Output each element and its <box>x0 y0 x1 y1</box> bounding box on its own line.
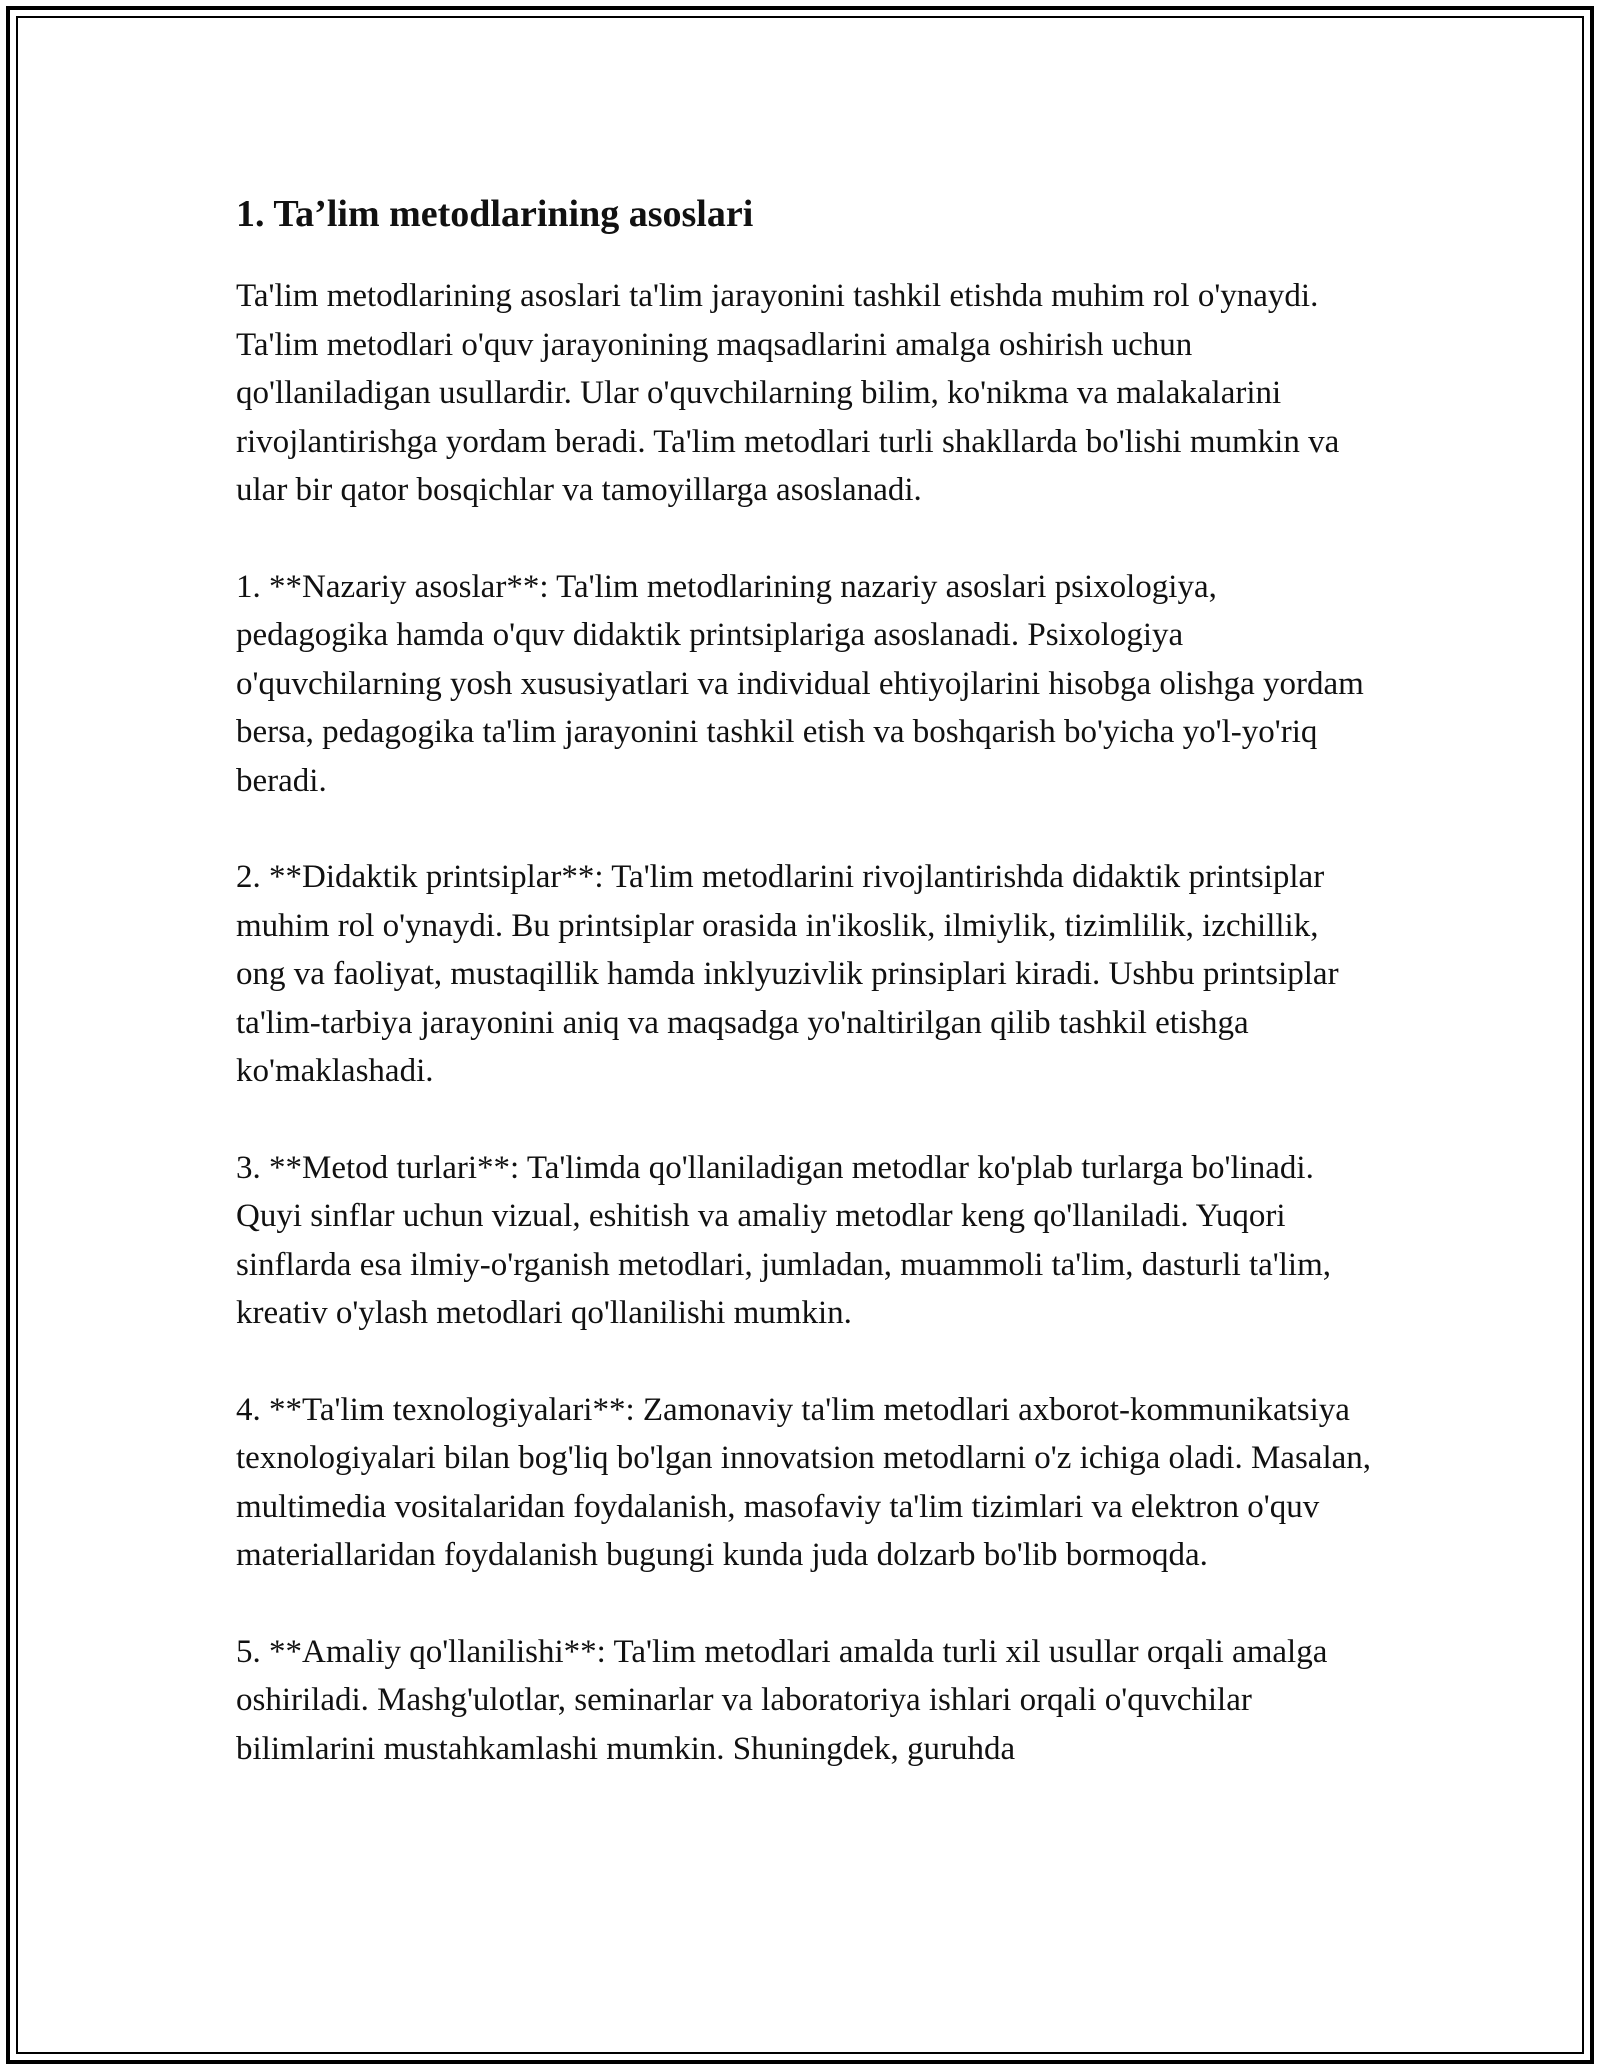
document-body <box>236 188 1376 1821</box>
paragraph-metod-turlari: 3. **Metod turlari**: Ta'limda qo'llaniladigan metodlar ko'plab turlarga bo'linadi. Quyi sinflar uchun vizual, eshitish va amaliy metodlar keng qo'llaniladi. Yuqori sinflarda esa ilmiy-o'rganish metodlari, jumladan, muammoli ta'lim, dasturli ta'lim, kreativ o'ylash metodlari qo'llanilishi mumkin. <box>236 1149 1332 1331</box>
paragraph-didaktik-printsiplar: 2. **Didaktik printsiplar**: Ta'lim metodlarini rivojlantirishda didaktik printsiplar muhim rol o'ynaydi. Bu printsiplar orasida in'ikoslik, ilmiylik, tizimlilik, izchillik, ong va faoliyat, mustaqillik hamda inklyuzivlik prinsiplari kiradi. Ushbu printsiplar ta'lim-tarbiya jarayonini aniq va maqsadga yo'naltirilgan qilib tashkil etishga ko'maklashadi. <box>236 859 1339 1089</box>
paragraph-nazariy-asoslar: 1. **Nazariy asoslar**: Ta'lim metodlarining nazariy asoslari psixologiya, pedagogika hamda o'quv didaktik printsiplariga asoslanadi. Psixologiya o'quvchilarning yosh xususiyatlari va individual ehtiyojlarini hisobga olishga yordam bersa, pedagogika ta'lim jarayonini tashkil etish va boshqarish bo'yicha yo'l-yo'riq beradi. <box>236 568 1364 799</box>
paragraph-talim-texnologiyalari: 4. **Ta'lim texnologiyalari**: Zamonaviy ta'lim metodlari axborot-kommunikatsiya texnologiyalari bilan bog'liq bo'lgan innovatsion metodlarni o'z ichiga oladi. Masalan, multimedia vositalaridan foydalanish, masofaviy ta'lim tizimlari va elektron o'quv materiallaridan foydalanish bugungi kunda juda dolzarb bo'lib bormoqda. <box>236 1391 1372 1573</box>
paragraph-intro: Ta'lim metodlarining asoslari ta'lim jarayonini tashkil etishda muhim rol o'ynaydi. Ta'lim metodlari o'quv jarayonining maqsadlarini amalga oshirish uchun qo'llaniladigan usullardir. Ular o'quvchilarning bilim, ko'nikma va malakalarini rivojlantirishga yordam beradi. Ta'lim metodlari turli shakllarda bo'lishi mumkin va ular bir qator bosqichlar va tamoyillarga asoslanadi. <box>236 278 1340 508</box>
section-heading: 1. Ta’lim metodlarining asoslari <box>236 193 754 235</box>
paragraph-amaliy-qollanilishi: 5. **Amaliy qo'llanilishi**: Ta'lim metodlari amalda turli xil usullar orqali amalga oshiriladi. Mashg'ulotlar, seminarlar va laboratoriya ishlari orqali o'quvchilar bilimlarini mustahkamlashi mumkin. Shuningdek, guruhda <box>236 1633 1328 1767</box>
